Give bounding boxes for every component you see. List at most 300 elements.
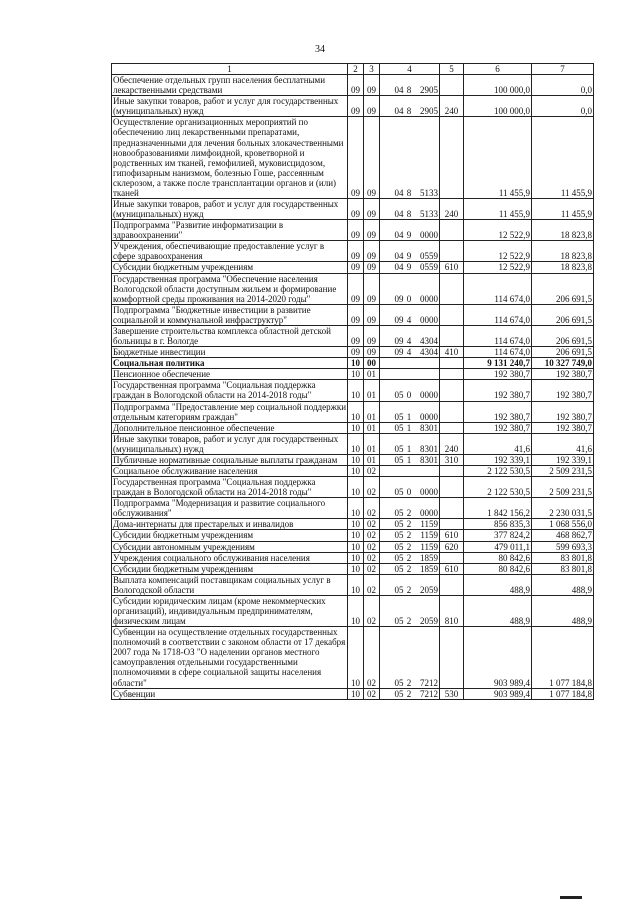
row-code-part: 0000 (420, 390, 438, 401)
row-target-code (380, 498, 440, 519)
row-subsection: 09 (364, 96, 380, 117)
row-expense-type (440, 75, 464, 96)
row-section: 09 (348, 75, 364, 96)
row-code-part: 2 (406, 530, 412, 541)
row-expense-type (440, 401, 464, 422)
row-target-code (380, 75, 440, 96)
row-name: Иные закупки товаров, работ и услуг для государственных (муниципальных) нужд (112, 199, 348, 220)
row-section: 10 (348, 552, 364, 563)
row-target-code (380, 552, 440, 563)
row-amount-col7: 83 801,8 (532, 552, 594, 563)
row-name: Субсидии бюджетным учреждениям (112, 563, 348, 574)
row-name: Субсидии автономным учреждениям (112, 541, 348, 552)
row-code-part: 05 (394, 563, 404, 574)
row-code-part: 09 (394, 314, 404, 325)
row-subsection: 09 (364, 241, 380, 262)
row-expense-type (440, 273, 464, 304)
header-col-3: 3 (364, 64, 380, 75)
row-expense-type (440, 325, 464, 346)
table-row (112, 96, 594, 117)
row-code-part: 1159 (420, 541, 438, 552)
row-target-code (380, 530, 440, 541)
row-subsection: 02 (364, 688, 380, 699)
row-amount-col7: 192 380,7 (532, 401, 594, 422)
row-code-part: 9 (406, 230, 412, 241)
row-expense-type (440, 422, 464, 433)
row-subsection: 02 (364, 477, 380, 498)
row-target-code (380, 325, 440, 346)
row-expense-type (440, 241, 464, 262)
row-name: Социальное обслуживание населения (112, 465, 348, 476)
row-amount-col6: 377 824,2 (464, 530, 532, 541)
row-expense-type: 610 (440, 530, 464, 541)
row-name: Бюджетные инвестиции (112, 347, 348, 358)
row-amount-col7: 192 380,7 (532, 369, 594, 380)
row-code-part: 05 (394, 688, 404, 699)
row-amount-col7: 488,9 (532, 574, 594, 595)
row-expense-type: 610 (440, 262, 464, 273)
row-code-part: 7212 (420, 677, 438, 688)
row-amount-col6: 114 674,0 (464, 304, 532, 325)
row-expense-type (440, 519, 464, 530)
row-amount-col7: 206 691,5 (532, 347, 594, 358)
row-amount-col7: 192 380,7 (532, 380, 594, 401)
row-amount-col6: 2 122 530,5 (464, 477, 532, 498)
row-code-part: 2 (406, 541, 412, 552)
row-code-part: 0 (406, 487, 412, 498)
row-name: Выплата компенсаций поставщикам социальных услуг в Вологодской области (112, 574, 348, 595)
row-section: 09 (348, 304, 364, 325)
row-expense-type: 530 (440, 688, 464, 699)
row-amount-col6: 856 835,3 (464, 519, 532, 530)
row-section: 10 (348, 369, 364, 380)
row-target-code (380, 688, 440, 699)
row-amount-col6: 114 674,0 (464, 347, 532, 358)
table-row (112, 347, 594, 358)
table-row (112, 688, 594, 699)
row-code-part: 2059 (420, 616, 438, 627)
row-code-part: 8 (406, 106, 412, 117)
row-target-code (380, 401, 440, 422)
row-amount-col7: 2 509 231,5 (532, 477, 594, 498)
row-target-code (380, 241, 440, 262)
row-amount-col6: 11 455,9 (464, 199, 532, 220)
row-name: Завершение строительства комплекса областной детской больницы в г. Вологде (112, 325, 348, 346)
row-target-code (380, 574, 440, 595)
row-amount-col7: 206 691,5 (532, 325, 594, 346)
row-name: Публичные нормативные социальные выплаты гражданам (112, 454, 348, 465)
row-code-part: 04 (394, 106, 404, 117)
row-amount-col7: 599 693,3 (532, 541, 594, 552)
row-code-part: 8301 (420, 454, 438, 465)
row-code-part: 2905 (420, 106, 438, 117)
row-section: 10 (348, 454, 364, 465)
header-row (112, 64, 594, 75)
row-code-part: 04 (394, 187, 404, 198)
row-section: 09 (348, 262, 364, 273)
row-amount-col7: 0,0 (532, 96, 594, 117)
row-section: 10 (348, 574, 364, 595)
row-name: Государственная программа "Обеспечение населения Вологодской области доступным жильем и формирование комфортной среды проживания на 2014-2020 годы" (112, 273, 348, 304)
row-name: Подпрограмма "Бюджетные инвестиции в развитие социальной и коммунальной инфраструктур" (112, 304, 348, 325)
row-target-code (380, 369, 440, 380)
row-subsection: 02 (364, 595, 380, 626)
row-name: Субсидии юридическим лицам (кроме некоммерческих организаций), индивидуальным предпринимателям, физическим лицам (112, 595, 348, 626)
row-expense-type (440, 220, 464, 241)
row-amount-col7: 2 230 031,5 (532, 498, 594, 519)
row-amount-col6: 192 380,7 (464, 369, 532, 380)
row-section: 10 (348, 688, 364, 699)
table-row (112, 541, 594, 552)
row-name: Подпрограмма "Развитие информатизации в здравоохранении" (112, 220, 348, 241)
row-target-code (380, 519, 440, 530)
row-expense-type (440, 465, 464, 476)
row-expense-type (440, 477, 464, 498)
row-expense-type (440, 369, 464, 380)
row-expense-type (440, 304, 464, 325)
row-code-part: 4 (406, 314, 412, 325)
row-code-part: 0 (406, 293, 412, 304)
row-name: Подпрограмма "Предоставление мер социальной поддержки отдельным категориям граждан" (113, 401, 347, 422)
row-subsection: 02 (364, 465, 380, 476)
table-row (112, 552, 594, 563)
row-target-code (380, 627, 440, 688)
row-amount-col7: 1 068 556,0 (532, 519, 594, 530)
row-expense-type: 610 (440, 563, 464, 574)
row-section: 09 (348, 325, 364, 346)
row-name: Учреждения, обеспечивающие предоставление услуг в сфере здравоохранения (112, 241, 348, 262)
row-code-part: 1859 (420, 552, 438, 563)
row-amount-col7: 18 823,8 (532, 220, 594, 241)
row-code-part: 05 (394, 411, 404, 422)
row-target-code (380, 358, 440, 369)
row-target-code (380, 477, 440, 498)
row-subsection: 09 (364, 304, 380, 325)
row-subsection: 02 (364, 552, 380, 563)
row-section: 09 (348, 241, 364, 262)
row-amount-col7: 192 339,1 (532, 454, 594, 465)
table-row (112, 325, 594, 346)
row-expense-type: 810 (440, 595, 464, 626)
row-code-part: 1159 (420, 530, 438, 541)
row-code-part: 8 (406, 209, 412, 220)
row-amount-col7: 11 455,9 (532, 199, 594, 220)
row-code-part: 8 (406, 187, 412, 198)
header-col-7: 7 (532, 64, 594, 75)
table-row (112, 595, 594, 626)
row-name: Субсидии бюджетным учреждениям (112, 262, 348, 273)
row-code-part: 05 (394, 454, 404, 465)
row-subsection: 02 (364, 498, 380, 519)
table-row (112, 117, 594, 199)
table-row (112, 563, 594, 574)
row-subsection: 01 (364, 401, 380, 422)
row-name: Осуществление организационных мероприятий по обеспечению лиц лекарственными препаратами, предназначенными для лечения больных злокачественными новообразованиями лимфоидной, кроветворной и родственных им тканей, гемофилией, муковисцидозом, гипофизарным нанизмом, болезнью Гоше, рассеянным склерозом, а также после трансплантации органов и (или) тканей (112, 117, 348, 199)
row-amount-col7: 10 327 749,0 (532, 358, 594, 369)
row-expense-type: 240 (440, 199, 464, 220)
row-target-code (380, 273, 440, 304)
row-subsection: 09 (364, 117, 380, 199)
row-target-code (380, 220, 440, 241)
table-row (112, 477, 594, 498)
row-section: 10 (348, 401, 364, 422)
row-target-code (380, 454, 440, 465)
row-code-part: 9 (406, 251, 412, 262)
table-row (112, 220, 594, 241)
row-code-part: 4304 (420, 336, 438, 347)
row-section: 10 (348, 422, 364, 433)
row-code-part: 0000 (420, 230, 438, 241)
row-amount-col7: 488,9 (532, 595, 594, 626)
row-amount-col7: 206 691,5 (532, 273, 594, 304)
header-col-5: 5 (440, 64, 464, 75)
row-code-part: 05 (394, 443, 404, 454)
row-section: 10 (348, 465, 364, 476)
row-section: 09 (348, 347, 364, 358)
row-amount-col6: 12 522,9 (464, 220, 532, 241)
row-code-part: 5133 (420, 209, 438, 220)
row-amount-col6: 100 000,0 (464, 75, 532, 96)
row-section: 10 (348, 627, 364, 688)
row-code-part: 05 (394, 530, 404, 541)
row-name: Подпрограмма "Модернизация и развитие социального обслуживания" (112, 498, 348, 519)
row-code-part: 2905 (420, 85, 438, 96)
row-amount-col6: 488,9 (464, 595, 532, 626)
row-code-part: 05 (394, 390, 404, 401)
row-amount-col7: 1 077 184,8 (532, 688, 594, 699)
table-row (112, 199, 594, 220)
row-expense-type: 620 (440, 541, 464, 552)
row-expense-type (440, 498, 464, 519)
row-code-part: 0000 (420, 293, 438, 304)
row-name: Дополнительное пенсионное обеспечение (112, 422, 348, 433)
row-name: Иные закупки товаров, работ и услуг для государственных (муниципальных) нужд (112, 96, 348, 117)
row-code-part: 7212 (420, 688, 438, 699)
table-row (112, 358, 594, 369)
row-subsection: 02 (364, 530, 380, 541)
row-name: Государственная программа "Социальная поддержка граждан в Вологодской области на 2014-2018 годы" (112, 477, 348, 498)
row-amount-col6: 479 011,1 (464, 541, 532, 552)
row-section: 09 (348, 117, 364, 199)
row-code-part: 0000 (420, 508, 438, 519)
table-row (112, 401, 594, 422)
header-col-1: 1 (112, 64, 348, 75)
row-code-part: 1859 (420, 563, 438, 574)
row-target-code (380, 117, 440, 199)
table-body (112, 75, 594, 700)
row-subsection: 02 (364, 574, 380, 595)
header-col-6: 6 (464, 64, 532, 75)
row-amount-col6: 9 131 240,7 (464, 358, 532, 369)
row-subsection: 01 (364, 454, 380, 465)
row-subsection: 09 (364, 347, 380, 358)
row-code-part: 1 (406, 422, 412, 433)
row-code-part: 05 (394, 422, 404, 433)
row-target-code (380, 465, 440, 476)
row-target-code (380, 595, 440, 626)
row-code-part: 1 (406, 454, 412, 465)
row-subsection: 09 (364, 75, 380, 96)
row-code-part: 09 (394, 336, 404, 347)
row-expense-type (440, 627, 464, 688)
table-row (112, 627, 594, 688)
row-target-code (380, 422, 440, 433)
row-amount-col6: 114 674,0 (464, 325, 532, 346)
row-target-code (380, 541, 440, 552)
row-name: Субсидии бюджетным учреждениям (112, 530, 348, 541)
row-code-part: 1 (406, 411, 412, 422)
header-col-2: 2 (348, 64, 364, 75)
row-section: 10 (348, 358, 364, 369)
row-section: 10 (348, 477, 364, 498)
budget-table (111, 63, 594, 700)
row-section: 10 (348, 530, 364, 541)
row-name: Пенсионное обеспечение (112, 369, 348, 380)
table-row (112, 422, 594, 433)
row-subsection: 01 (364, 369, 380, 380)
row-name: Дома-интернаты для престарелых и инвалидов (112, 519, 348, 530)
row-amount-col7: 192 380,7 (532, 422, 594, 433)
row-code-part: 2 (406, 519, 412, 530)
row-target-code (380, 96, 440, 117)
row-name: Социальная политика (112, 358, 348, 369)
row-code-part: 4 (406, 336, 412, 347)
table-row (112, 574, 594, 595)
row-target-code (380, 380, 440, 401)
row-code-part: 09 (394, 293, 404, 304)
row-subsection: 02 (364, 541, 380, 552)
row-subsection: 02 (364, 563, 380, 574)
row-subsection: 09 (364, 199, 380, 220)
row-code-part: 1 (406, 443, 412, 454)
row-code-part: 04 (394, 251, 404, 262)
row-name: Обеспечение отдельных групп населения бесплатными лекарственными средствами (112, 75, 348, 96)
row-subsection: 09 (364, 262, 380, 273)
row-amount-col6: 41,6 (464, 433, 532, 454)
row-amount-col6: 12 522,9 (464, 262, 532, 273)
row-name: Учреждения социального обслуживания населения (112, 552, 348, 563)
row-code-part: 8301 (420, 443, 438, 454)
row-code-part: 05 (394, 508, 404, 519)
row-code-part: 4 (406, 347, 412, 358)
row-code-part: 9 (406, 262, 412, 273)
row-name: Субвенции на осуществление отдельных государственных полномочий в соответствии с законом области от 17 декабря 2007 года № 1718-ОЗ "О наделении органов местного самоуправления отдельными государственными полномочиями в сфере социальной защиты населения области" (112, 627, 348, 688)
row-section: 10 (348, 433, 364, 454)
row-subsection: 02 (364, 519, 380, 530)
row-code-part: 05 (394, 487, 404, 498)
row-code-part: 2 (406, 677, 412, 688)
row-amount-col7: 18 823,8 (532, 241, 594, 262)
row-amount-col6: 488,9 (464, 574, 532, 595)
row-target-code (380, 433, 440, 454)
row-subsection: 09 (364, 325, 380, 346)
row-amount-col6: 80 842,6 (464, 563, 532, 574)
row-code-part: 04 (394, 209, 404, 220)
row-code-part: 09 (394, 347, 404, 358)
row-amount-col6: 2 122 530,5 (464, 465, 532, 476)
row-code-part: 4304 (420, 347, 438, 358)
row-code-part: 2 (406, 508, 412, 519)
row-section: 09 (348, 199, 364, 220)
table-row (112, 369, 594, 380)
row-section: 09 (348, 273, 364, 304)
row-code-part: 05 (394, 519, 404, 530)
row-amount-col7: 18 823,8 (532, 262, 594, 273)
row-amount-col7: 2 509 231,5 (532, 465, 594, 476)
row-section: 10 (348, 380, 364, 401)
row-section: 10 (348, 563, 364, 574)
row-code-part: 8301 (420, 422, 438, 433)
row-target-code (380, 199, 440, 220)
table-row (112, 304, 594, 325)
row-code-part: 0559 (420, 262, 438, 273)
row-amount-col6: 11 455,9 (464, 117, 532, 199)
row-target-code (380, 304, 440, 325)
row-code-part: 04 (394, 230, 404, 241)
row-target-code (380, 262, 440, 273)
row-code-part: 0000 (420, 487, 438, 498)
row-code-part: 2 (406, 552, 412, 563)
row-expense-type (440, 574, 464, 595)
row-amount-col6: 1 842 156,2 (464, 498, 532, 519)
table-row (112, 498, 594, 519)
row-code-part: 0 (406, 390, 412, 401)
row-section: 10 (348, 595, 364, 626)
row-amount-col6: 903 989,4 (464, 627, 532, 688)
row-amount-col6: 192 380,7 (464, 422, 532, 433)
row-expense-type: 410 (440, 347, 464, 358)
row-amount-col7: 11 455,9 (532, 117, 594, 199)
page-number: 34 (315, 44, 325, 55)
row-amount-col7: 206 691,5 (532, 304, 594, 325)
row-expense-type (440, 117, 464, 199)
row-amount-col7: 83 801,8 (532, 563, 594, 574)
scan-mark (560, 896, 582, 899)
table-row (112, 75, 594, 96)
table-row (112, 380, 594, 401)
row-section: 09 (348, 220, 364, 241)
row-code-part: 0000 (420, 314, 438, 325)
row-code-part: 04 (394, 85, 404, 96)
row-amount-col6: 192 339,1 (464, 454, 532, 465)
row-subsection: 02 (364, 627, 380, 688)
row-code-part: 0559 (420, 251, 438, 262)
row-section: 10 (348, 541, 364, 552)
row-amount-col7: 468 862,7 (532, 530, 594, 541)
row-amount-col6: 100 000,0 (464, 96, 532, 117)
row-name: Субвенции (112, 688, 348, 699)
header-col-4: 4 (380, 64, 440, 75)
table-row (112, 273, 594, 304)
row-subsection: 00 (364, 358, 380, 369)
row-code-part: 05 (394, 541, 404, 552)
row-code-part: 05 (394, 616, 404, 627)
table-row (112, 262, 594, 273)
row-amount-col6: 192 380,7 (464, 401, 532, 422)
row-code-part: 05 (394, 552, 404, 563)
row-expense-type (440, 552, 464, 563)
row-subsection: 09 (364, 273, 380, 304)
row-amount-col7: 1 077 184,8 (532, 627, 594, 688)
row-target-code (380, 347, 440, 358)
row-target-code (380, 563, 440, 574)
row-amount-col6: 114 674,0 (464, 273, 532, 304)
row-code-part: 2 (406, 688, 412, 699)
row-name: Иные закупки товаров, работ и услуг для государственных (муниципальных) нужд (112, 433, 348, 454)
table-row (112, 454, 594, 465)
row-code-part: 0000 (420, 411, 438, 422)
row-subsection: 01 (364, 433, 380, 454)
